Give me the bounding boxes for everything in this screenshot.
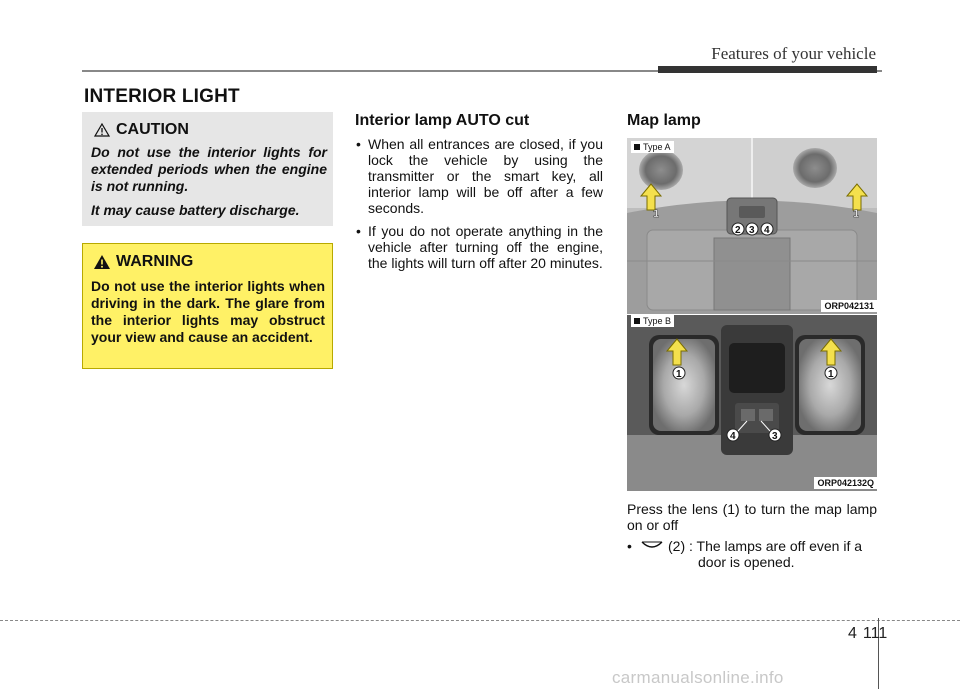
watermark: carmanualsonline.info	[612, 668, 784, 687]
header-title: Features of your vehicle	[711, 44, 876, 63]
arrow-icon	[847, 184, 867, 210]
section-title: INTERIOR LIGHT	[84, 86, 240, 107]
map-lamp-instruction: Press the lens (1) to turn the map lamp on or off	[627, 501, 877, 533]
caution-text	[91, 144, 327, 226]
caution-label: CAUTION	[116, 121, 189, 138]
chapter-number: 4	[848, 625, 857, 642]
callout-1-right: 1	[853, 208, 860, 220]
caution-header	[94, 121, 189, 139]
figure-code-b: ORP042132Q	[814, 477, 877, 489]
auto-cut-heading: Interior lamp AUTO cut	[355, 112, 530, 129]
callout-4: 4	[730, 431, 736, 442]
bullet-suffix: door is opened.	[698, 554, 795, 570]
map-lamp-bullet	[627, 538, 877, 570]
type-a-text: Type A	[643, 142, 671, 152]
callout-3: 3	[772, 431, 778, 442]
auto-cut-list	[355, 136, 603, 271]
map-lamp-photo-type-b	[627, 314, 877, 491]
callout-1-left: 1	[653, 208, 660, 220]
caution-triangle-icon	[94, 123, 110, 137]
arrow-icon	[667, 339, 687, 365]
arrow-icon	[821, 339, 841, 365]
caution-paragraph: Do not use the interior lights for extended periods when the engine is not running.	[91, 144, 327, 194]
list-item: • If you do not operate anything in the vehicle after turning off the engine, the lights will turn off after 20 minutes.	[355, 223, 603, 271]
callout-3: 3	[749, 225, 755, 236]
footer-rule	[0, 620, 960, 621]
callout-1-left: 1	[676, 369, 682, 380]
auto-cut-body	[355, 136, 603, 278]
map-lamp-photo-type-a	[627, 138, 877, 314]
arrow-icon	[641, 184, 661, 210]
figure-code-a: ORP042131	[821, 300, 877, 312]
caution-paragraph: It may cause battery discharge.	[91, 202, 300, 218]
bullet-dot: •	[627, 538, 632, 554]
warning-label: WARNING	[116, 253, 194, 270]
warning-triangle-icon	[93, 254, 111, 270]
page-number-value: 111	[862, 625, 888, 642]
warning-text: Do not use the interior lights when driving in the dark. The glare from the interior lights may obstruct your view and cause an accident.	[91, 278, 325, 345]
callouts-b	[627, 315, 877, 491]
callout-1-right: 1	[828, 369, 834, 380]
list-item: • When all entrances are closed, if you lock the vehicle by using the transmitter or the smart key, all interior lamp will be off after a few seconds.	[355, 136, 603, 216]
header-rule-accent	[658, 66, 877, 73]
page-number	[848, 625, 887, 643]
map-lamp-heading: Map lamp	[627, 112, 701, 129]
bullet-prefix: (2) : The lamps are off even if a	[668, 538, 863, 554]
callout-2: 2	[735, 225, 741, 236]
lamp-off-icon	[640, 540, 664, 552]
type-b-text: Type B	[643, 316, 672, 326]
callouts-a	[627, 138, 877, 314]
callout-4: 4	[764, 225, 770, 236]
warning-header	[93, 253, 193, 271]
